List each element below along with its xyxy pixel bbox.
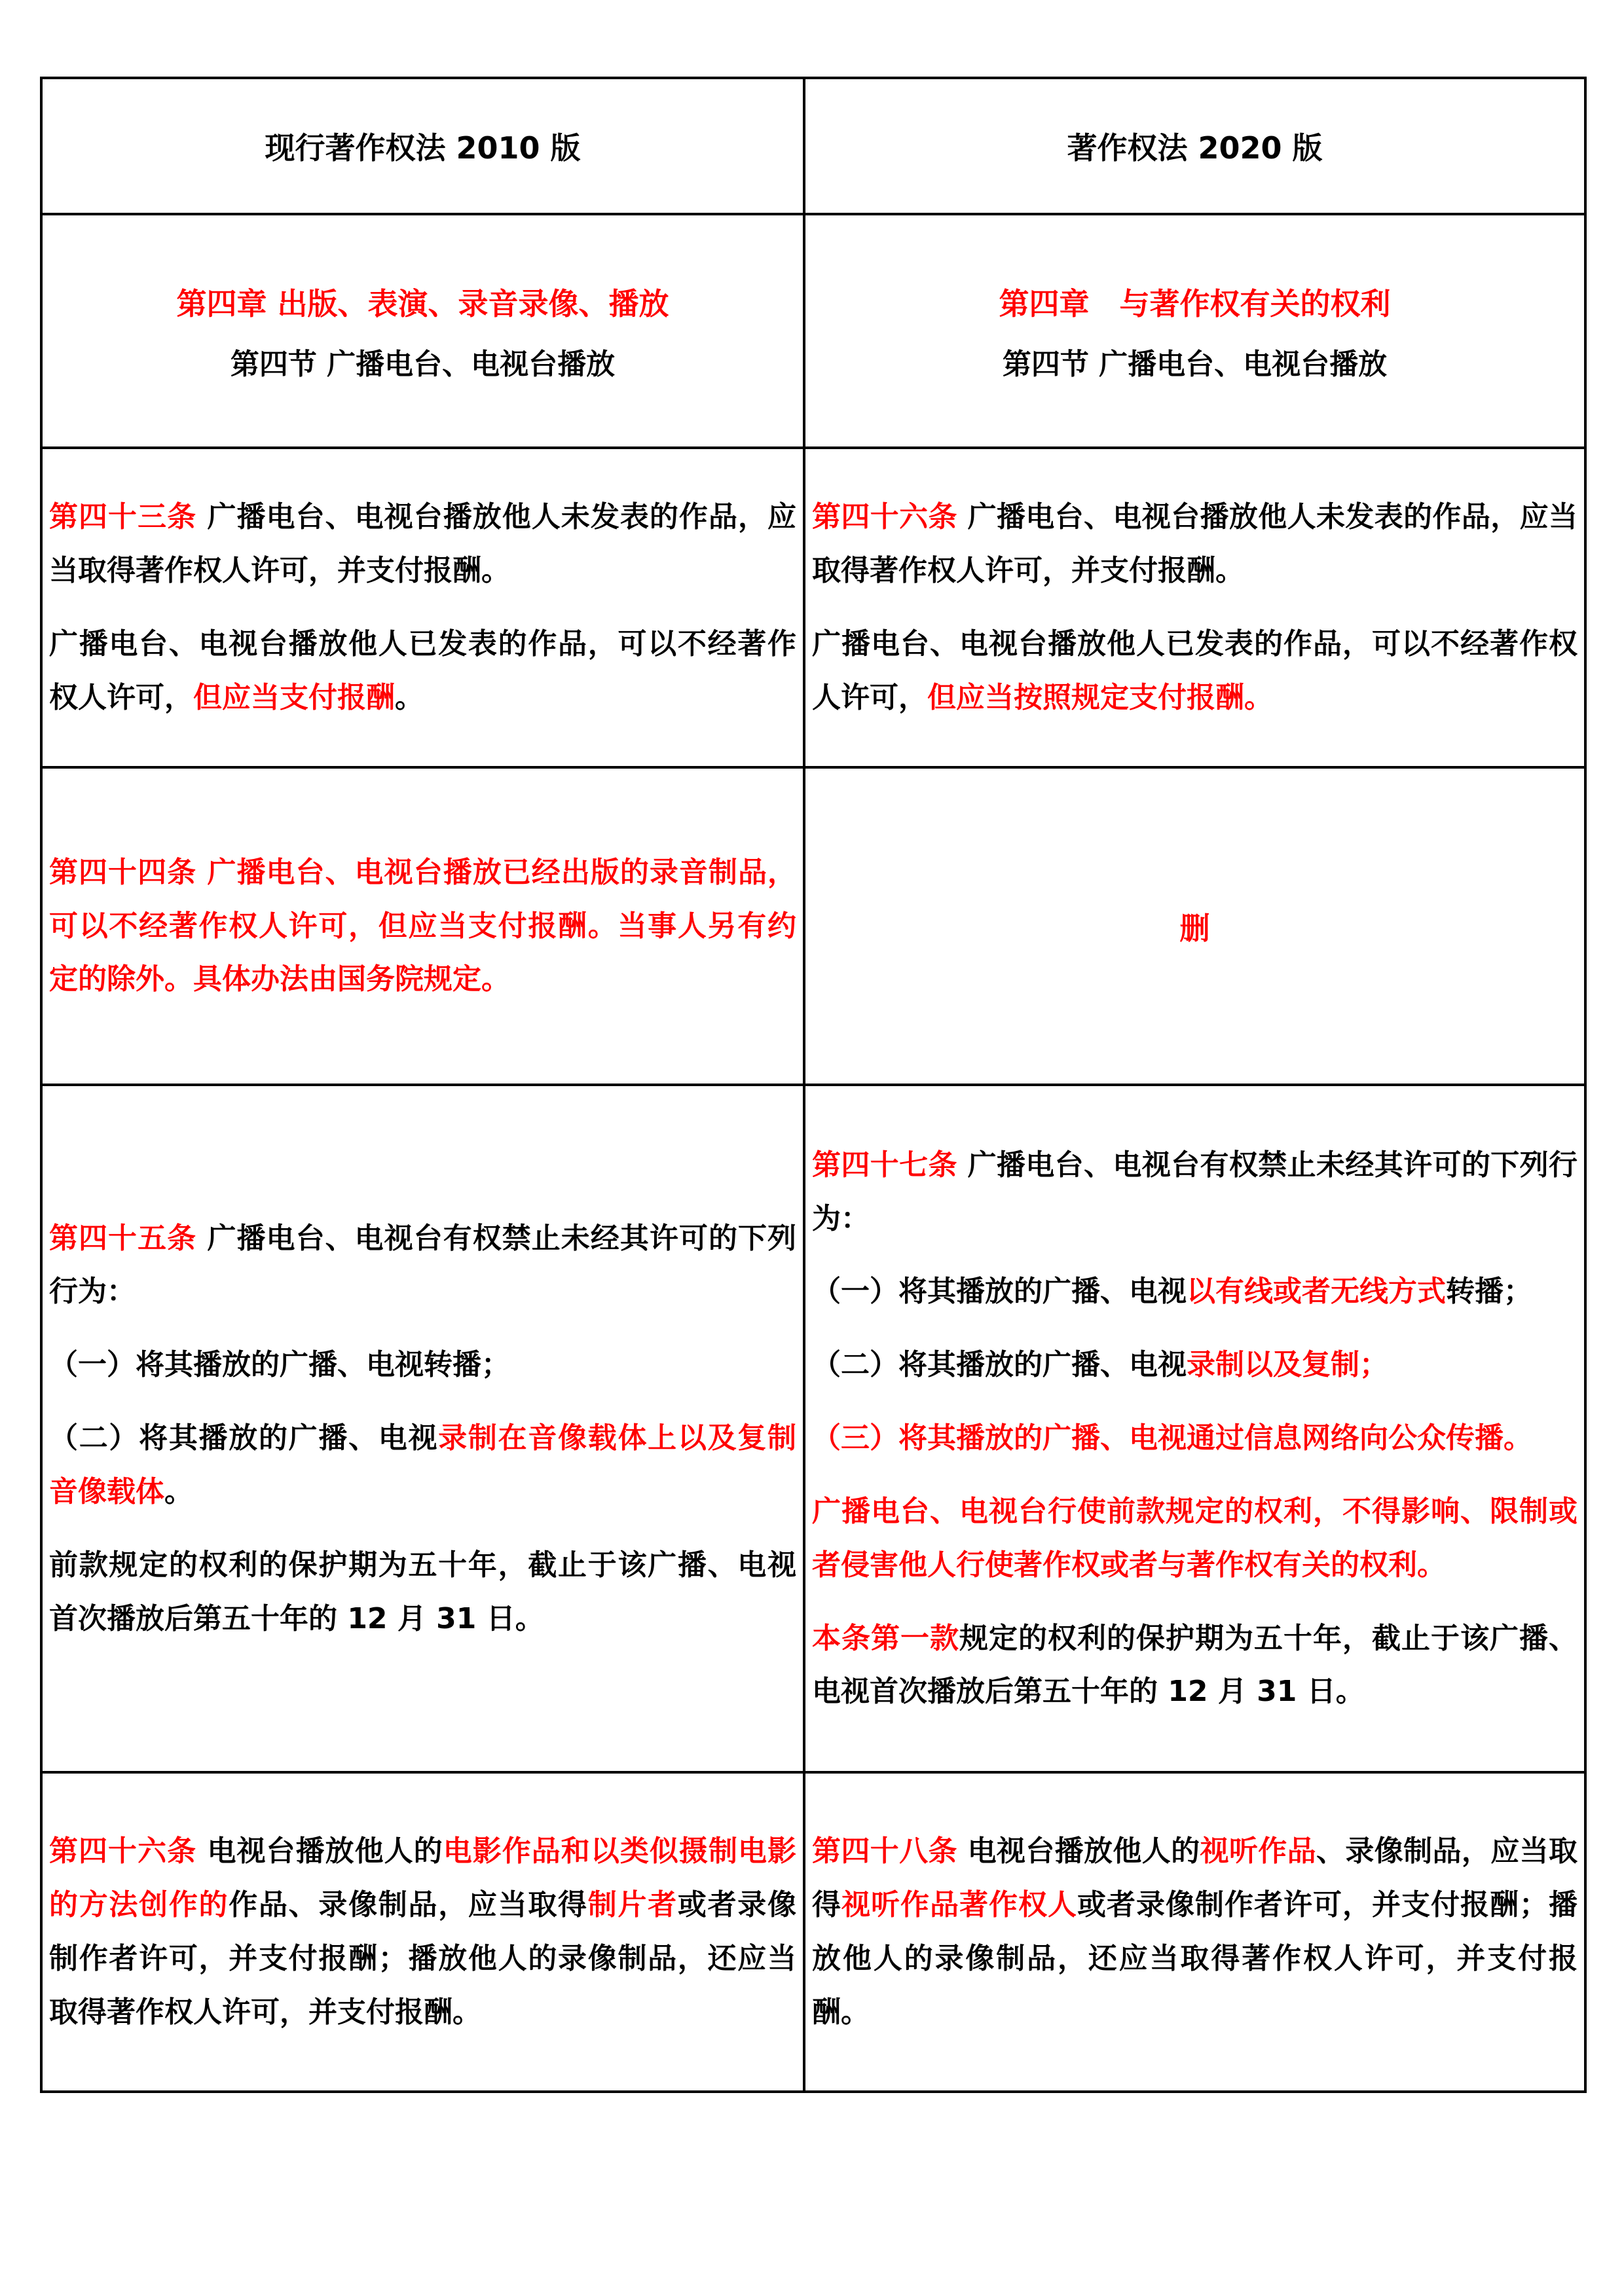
column-title-2020: 著作权法 2020 版 — [1067, 130, 1323, 166]
text-run: 、录像制品，应当取得 — [812, 1834, 1578, 1922]
text-run: 录制在音像载体上以及复制音像载体 — [49, 1421, 797, 1508]
text-run: （二）将其播放的广播、电视 — [49, 1421, 439, 1455]
paragraph — [49, 1539, 796, 1646]
text-run: 电视台播放他人的 — [207, 1834, 443, 1868]
header-cell-2010 — [41, 78, 804, 214]
text-run: 但应当按照规定支付报酬。 — [927, 680, 1273, 714]
cell-2010-article-46 — [41, 1772, 804, 2092]
paragraph — [812, 617, 1578, 725]
deleted-marker: 删 — [1179, 910, 1210, 946]
paragraph — [49, 846, 796, 1006]
paragraph — [49, 1338, 796, 1392]
text-run: 或者录像制作者许可，并支付报酬；播放他人的录像制品，还应当取得著作权人许可，并支付报酬。 — [49, 1888, 796, 2029]
text-run: （一）将其播放的广播、电视转播； — [49, 1348, 510, 1382]
text-run: 广播电台、电视台有权禁止未经其许可的下列行为： — [49, 1221, 796, 1309]
article-row-44-deleted — [41, 767, 1585, 1085]
paragraph — [812, 1485, 1578, 1592]
text-run: 作品、录像制品，应当取得 — [229, 1888, 588, 1922]
paragraph — [812, 1612, 1578, 1719]
section-title-2010: 第四节 广播电台、电视台播放 — [230, 347, 616, 381]
text-run: （二）将其播放的广播、电视 — [812, 1348, 1187, 1382]
text-run: （一）将其播放的广播、电视 — [812, 1275, 1187, 1309]
law-comparison-table — [40, 77, 1587, 2093]
text-run: 以有线或者无线方式 — [1187, 1275, 1446, 1309]
paragraph — [49, 1212, 796, 1319]
cell-2020-article-48 — [804, 1772, 1585, 2092]
article-row-43-46 — [41, 448, 1585, 767]
text-run: 本条第一款 — [812, 1621, 959, 1655]
text-run: 规定的权利的保护期为五十年，截止于该广播、电视首次播放后第五十年的 12 月 31 日。 — [812, 1621, 1578, 1709]
text-run: 。 — [164, 1474, 193, 1508]
text-run: 转播； — [1446, 1275, 1532, 1309]
text-run: 第四十八条 — [812, 1834, 968, 1868]
paragraph — [812, 490, 1578, 598]
paragraph — [49, 617, 796, 725]
section-title-2020: 第四节 广播电台、电视台播放 — [1002, 347, 1388, 381]
cell-2020-article-47 — [804, 1085, 1585, 1772]
paragraph — [812, 1338, 1578, 1392]
header-cell-2020 — [804, 78, 1585, 214]
text-run: 。 — [395, 680, 424, 714]
text-run: 第四十五条 — [49, 1221, 208, 1255]
text-run: 第四十七条 — [812, 1148, 968, 1182]
text-run: 第四十六条 — [49, 1834, 208, 1868]
article-row-46-48 — [41, 1772, 1585, 2092]
chapter-title-2010: 第四章 出版、表演、录音录像、播放 — [176, 285, 669, 321]
text-run: 广播电台、电视台有权禁止未经其许可的下列行为： — [812, 1148, 1578, 1235]
text-run: 但应当支付报酬 — [193, 680, 395, 714]
text-run: 前款规定的权利的保护期为五十年，截止于该广播、电视首次播放后第五十年的 12 月 31 日。 — [49, 1548, 796, 1635]
text-run: 视听作品著作权人 — [841, 1888, 1077, 1922]
cell-2010-article-44 — [41, 767, 804, 1085]
paragraph — [812, 1139, 1578, 1246]
text-run: 电影作品和以类似摄制电影的方法创作的 — [49, 1834, 796, 1922]
table-header-row — [41, 78, 1585, 214]
text-run: 录制以及复制； — [1187, 1348, 1388, 1382]
text-run: 或者录像制作者许可，并支付报酬；播放他人的录像制品，还应当取得著作权人许可，并支付报酬。 — [812, 1888, 1578, 2029]
chapter-title-2020: 第四章 与著作权有关的权利 — [999, 285, 1391, 321]
text-run: 广播电台、电视台行使前款规定的权利，不得影响、限制或者侵害他人行使著作权或者与著作权有关的权利。 — [812, 1494, 1578, 1582]
text-run: 广播电台、电视台播放他人已发表的作品，可以不经著作权人许可， — [49, 627, 796, 714]
cell-2020-deleted — [804, 767, 1585, 1085]
chapter-cell-2020 — [804, 214, 1585, 448]
chapter-cell-2010 — [41, 214, 804, 448]
text-run: 广播电台、电视台播放他人未发表的作品，应当取得著作权人许可，并支付报酬。 — [49, 500, 796, 588]
text-run: 第四十三条 — [49, 500, 208, 534]
text-run: 第四十四条 广播电台、电视台播放已经出版的录音制品，可以不经著作权人许可，但应当支付报酬。当事人另有约定的除外。具体办法由国务院规定。 — [49, 855, 796, 996]
paragraph — [49, 490, 796, 598]
column-title-2010: 现行著作权法 2010 版 — [265, 130, 581, 166]
text-run: 广播电台、电视台播放他人未发表的作品，应当取得著作权人许可，并支付报酬。 — [812, 500, 1578, 588]
paragraph — [812, 1412, 1578, 1465]
paragraph — [49, 1825, 796, 2039]
text-run: 广播电台、电视台播放他人已发表的作品，可以不经著作权人许可， — [812, 627, 1578, 714]
text-run: 第四十六条 — [812, 500, 968, 534]
text-run: 电视台播放他人的 — [967, 1834, 1200, 1868]
paragraph — [812, 1825, 1578, 2039]
cell-2020-article-46 — [804, 448, 1585, 767]
article-row-45-47 — [41, 1085, 1585, 1772]
text-run: 视听作品 — [1200, 1834, 1317, 1868]
paragraph — [49, 1412, 796, 1519]
chapter-row — [41, 214, 1585, 448]
text-run: 制片者 — [587, 1888, 678, 1922]
cell-2010-article-45 — [41, 1085, 804, 1772]
text-run: （三）将其播放的广播、电视通过信息网络向公众传播。 — [812, 1421, 1532, 1455]
paragraph — [812, 1265, 1578, 1319]
cell-2010-article-43 — [41, 448, 804, 767]
